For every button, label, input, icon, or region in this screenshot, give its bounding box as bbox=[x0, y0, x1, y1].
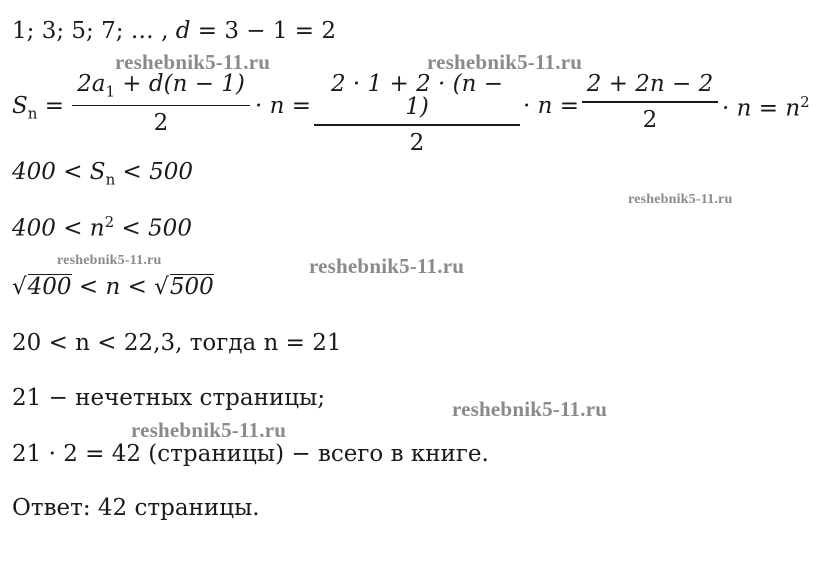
fraction-simplified-numerator: 2 + 2n − 2 bbox=[586, 71, 714, 97]
watermark: reshebnik5-11.ru bbox=[628, 192, 733, 207]
fraction-general bbox=[72, 73, 250, 135]
root-500: 500 bbox=[169, 274, 214, 300]
fraction-bar bbox=[72, 105, 250, 107]
inequality-square: $400 < n^2 < 500$ bbox=[12, 213, 192, 242]
sum-symbol: S bbox=[12, 93, 28, 119]
fraction-simplified bbox=[582, 73, 718, 132]
watermark: reshebnik5-11.ru bbox=[131, 418, 287, 442]
watermark: reshebnik5-11.ru bbox=[57, 253, 162, 268]
fraction-bar bbox=[582, 101, 718, 103]
fraction-simplified-denominator: 2 bbox=[642, 106, 658, 133]
sequence-line: 1; 3; 5; 7; … , 𝑑 = 3 − 1 = 2 bbox=[12, 18, 337, 44]
watermark: reshebnik5-11.ru bbox=[452, 397, 608, 421]
radical-sign: √ bbox=[154, 274, 169, 300]
watermark: reshebnik5-11.ru bbox=[309, 254, 465, 278]
fraction-general-denominator: 2 bbox=[153, 110, 169, 137]
radical-sign: √ bbox=[12, 274, 27, 300]
odd-pages-line: 21 − нечетных страницы; bbox=[12, 385, 326, 411]
fraction-substituted-denominator: 2 bbox=[409, 129, 425, 156]
sum-subscript: n bbox=[27, 104, 38, 123]
root-400: 400 bbox=[27, 274, 72, 300]
watermark: reshebnik5-11.ru bbox=[115, 50, 271, 74]
fraction-general-numerator: $2a_1 + d(n - 1)$ bbox=[77, 71, 245, 101]
inequality-roots: √400 < n < √500 bbox=[12, 274, 214, 300]
result-line: 20 < n < 22,3, тогда n = 21 bbox=[12, 330, 342, 356]
watermark: reshebnik5-11.ru bbox=[427, 50, 583, 74]
multiply-n-2: · n = bbox=[523, 93, 580, 119]
fraction-substituted-numerator: 2 · 1 + 2 · (n − 1) bbox=[330, 71, 504, 120]
fraction-bar bbox=[314, 124, 520, 126]
multiply-n-result: · $n = n^2$ bbox=[722, 93, 810, 122]
inequality-sum: $400 < S_n < 500$ bbox=[12, 159, 194, 189]
total-pages-line: 21 · 2 = 42 (страницы) − всего в книге. bbox=[12, 441, 489, 467]
answer-line: Ответ: 42 страницы. bbox=[12, 495, 260, 521]
multiply-n-1: · n = bbox=[255, 93, 312, 119]
sum-lhs bbox=[12, 95, 64, 122]
equals-sign: = bbox=[44, 93, 65, 119]
fraction-substituted bbox=[314, 73, 520, 155]
